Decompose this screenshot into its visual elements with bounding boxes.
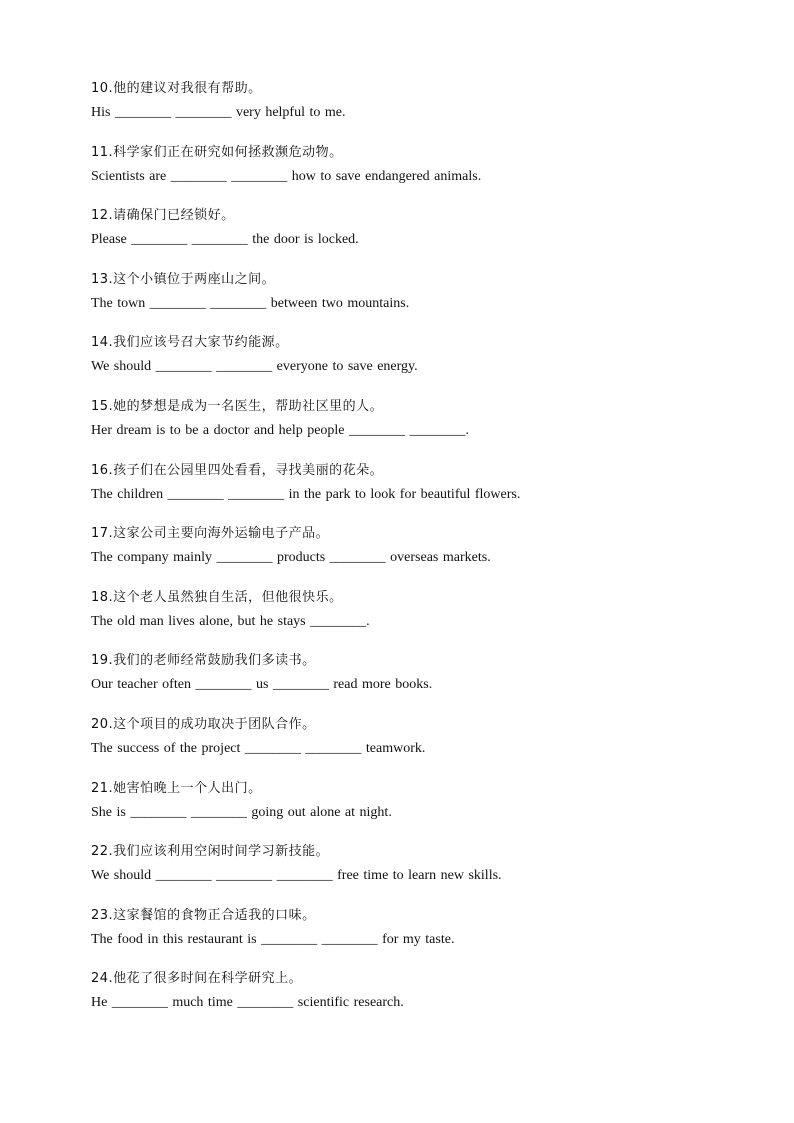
chinese-prompt: 13.这个小镇位于两座山之间。 <box>91 271 276 287</box>
chinese-prompt: 20.这个项目的成功取决于团队合作。 <box>91 716 316 732</box>
chinese-prompt: 12.请确保门已经锁好。 <box>91 208 235 224</box>
exercise-item-11 <box>91 142 751 206</box>
exercise-item-24 <box>91 968 751 1032</box>
chinese-prompt: 10.他的建议对我很有帮助。 <box>91 81 262 96</box>
english-sentence: The town ________ ________ between two mountains. <box>91 295 410 311</box>
english-sentence: We should ________ ________ ________ free time to learn new skills. <box>91 868 502 884</box>
english-sentence: He ________ much time ________ scientific research. <box>91 995 404 1011</box>
chinese-prompt: 18.这个老人虽然独自生活，但他很快乐。 <box>91 589 343 605</box>
chinese-prompt: 19.我们的老师经常鼓励我们多读书。 <box>91 653 316 669</box>
exercise-item-22 <box>91 841 751 905</box>
english-sentence: Our teacher often ________ us ________ read more books. <box>91 677 433 693</box>
english-sentence: His ________ ________ very helpful to me. <box>91 105 346 120</box>
chinese-prompt: 17.这家公司主要向海外运输电子产品。 <box>91 526 330 542</box>
chinese-prompt: 15.她的梦想是成为一名医生，帮助社区里的人。 <box>91 398 384 414</box>
exercise-item-16 <box>91 460 751 524</box>
exercise-item-12 <box>91 205 751 269</box>
chinese-prompt: 21.她害怕晚上一个人出门。 <box>91 780 262 796</box>
english-sentence: She is ________ ________ going out alone at night. <box>91 804 392 820</box>
english-sentence: The old man lives alone, but he stays ________. <box>91 613 370 629</box>
english-sentence: The food in this restaurant is ________ ________ for my taste. <box>91 931 455 947</box>
english-sentence: Please ________ ________ the door is locked. <box>91 232 359 248</box>
exercise-list <box>91 78 751 1032</box>
english-sentence: We should ________ ________ everyone to save energy. <box>91 359 418 375</box>
english-sentence: The children ________ ________ in the park to look for beautiful flowers. <box>91 486 521 502</box>
exercise-item-18 <box>91 587 751 651</box>
chinese-prompt: 24.他花了很多时间在科学研究上。 <box>91 971 303 987</box>
exercise-item-10 <box>91 78 751 142</box>
exercise-item-23 <box>91 905 751 969</box>
exercise-item-20 <box>91 714 751 778</box>
exercise-item-17 <box>91 523 751 587</box>
exercise-item-13 <box>91 269 751 333</box>
english-sentence: Scientists are ________ ________ how to save endangered animals. <box>91 168 482 184</box>
chinese-prompt: 23.这家餐馆的食物正合适我的口味。 <box>91 907 316 923</box>
exercise-item-15 <box>91 396 751 460</box>
chinese-prompt: 11.科学家们正在研究如何拯救濒危动物。 <box>91 144 343 160</box>
exercise-item-19 <box>91 650 751 714</box>
english-sentence: The success of the project ________ ________ teamwork. <box>91 740 426 756</box>
english-sentence: Her dream is to be a doctor and help people ________ ________. <box>91 422 470 438</box>
chinese-prompt: 14.我们应该号召大家节约能源。 <box>91 335 289 351</box>
exercise-item-21 <box>91 778 751 842</box>
exercise-item-14 <box>91 332 751 396</box>
english-sentence: The company mainly ________ products ________ overseas markets. <box>91 550 491 566</box>
chinese-prompt: 16.孩子们在公园里四处看看，寻找美丽的花朵。 <box>91 462 384 478</box>
chinese-prompt: 22.我们应该利用空闲时间学习新技能。 <box>91 844 330 860</box>
